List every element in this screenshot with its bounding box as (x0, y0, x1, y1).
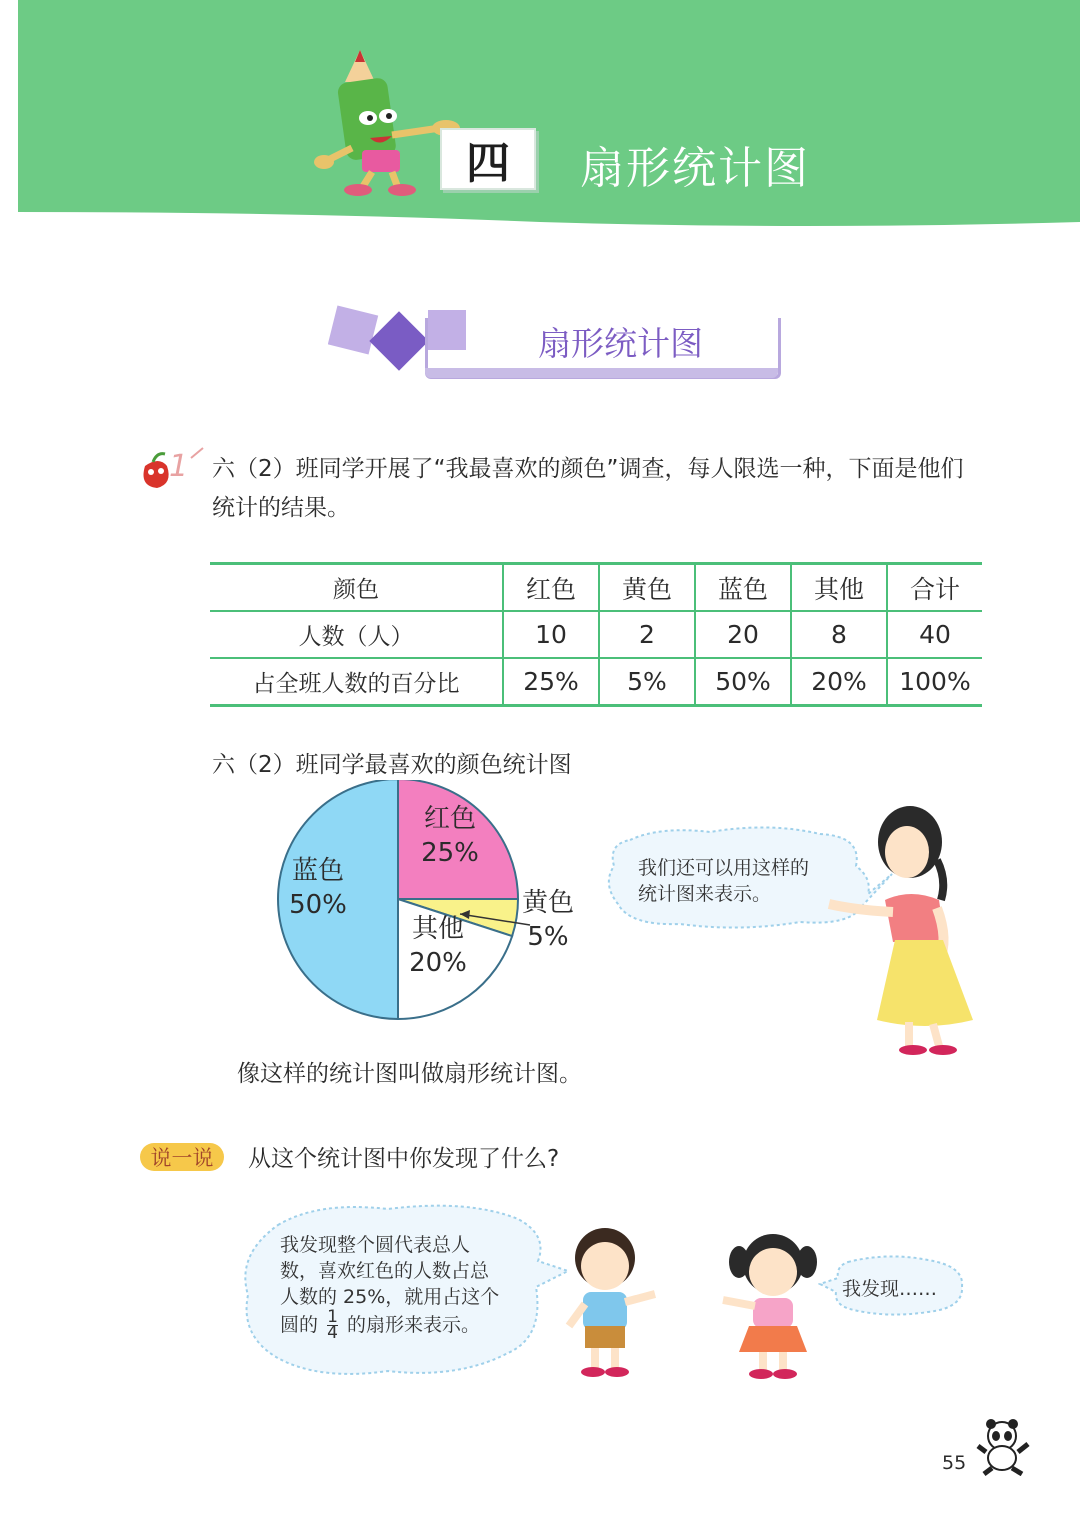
pie-category-label: 红色 (423, 804, 477, 834)
girl-bubble-text: 我发现…… (842, 1278, 938, 1300)
pie-category-label: 黄色 (521, 888, 575, 918)
table-cell: 100% (887, 658, 982, 706)
table-header-cell: 颜色 (333, 577, 379, 603)
boy-figure-icon (555, 1222, 665, 1380)
table-cell: 5% (599, 658, 695, 706)
pie-chart (260, 780, 600, 1030)
fraction-numerator: 1 (327, 1307, 338, 1327)
problem-text-line1: 六（2）班同学开展了“我最喜欢的颜色”调查，每人限选一种，下面是他们 (212, 456, 964, 482)
teacher-figure-icon (815, 800, 985, 1065)
table-cell: 20% (791, 658, 887, 706)
boy-bubble-text (280, 1232, 535, 1341)
section-title-underline (425, 368, 778, 378)
table-cell: 8 (791, 611, 887, 658)
problem-text-line2: 统计的结果。 (212, 495, 350, 521)
page-number: 55 (942, 1452, 967, 1474)
fraction-denominator: 4 (327, 1323, 338, 1343)
table-header-cell: 红色 (503, 564, 599, 612)
boy-bubble-line4 (280, 1307, 535, 1343)
problem-number-icon (135, 444, 207, 492)
pie-value-label: 50% (289, 890, 347, 920)
table-cell: 25% (503, 658, 599, 706)
pie-category-label: 其他 (411, 914, 465, 944)
pie-value-label: 20% (409, 948, 467, 978)
fraction (327, 1307, 338, 1343)
table-cell: 40 (887, 611, 982, 658)
panda-icon (976, 1416, 1032, 1476)
chapter-title: 扇形统计图 (580, 143, 810, 194)
table-cell: 2 (599, 611, 695, 658)
table-cell: 20 (695, 611, 791, 658)
boy-bubble-line2: 数，喜欢红色的人数占总 (280, 1260, 490, 1282)
table-header-cell: 黄色 (599, 564, 695, 612)
chapter-number: 四 (466, 138, 510, 189)
shuo-badge-icon (138, 1140, 226, 1174)
boy-bubble-line4-post: 的扇形来表示。 (346, 1314, 480, 1336)
table-row (210, 658, 982, 706)
data-table (210, 562, 982, 707)
chapter-banner (0, 0, 1080, 235)
girl-figure-icon (715, 1228, 825, 1380)
section-title: 扇形统计图 (538, 324, 703, 363)
table-header-row (210, 564, 982, 612)
shuo-badge-label: 说一说 (150, 1146, 214, 1170)
table-cell: 50% (695, 658, 791, 706)
boy-bubble-line4-pre: 圆的 (280, 1314, 319, 1336)
table-header-cell: 合计 (887, 564, 982, 612)
table-header-cell: 蓝色 (695, 564, 791, 612)
teacher-bubble-line2: 统计图来表示。 (638, 883, 772, 905)
problem-number: 1 (169, 449, 189, 484)
table-header-cell: 其他 (791, 564, 887, 612)
table-cell: 人数（人） (298, 624, 414, 650)
pie-value-label: 25% (421, 838, 479, 868)
table-cell: 占全班人数的百分比 (252, 671, 460, 697)
teacher-bubble-line1: 我们还可以用这样的 (638, 857, 810, 879)
table-row (210, 611, 982, 658)
table-cell: 10 (503, 611, 599, 658)
boy-bubble-line1: 我发现整个圆代表总人 (280, 1234, 471, 1256)
chart-title: 六（2）班同学最喜欢的颜色统计图 (212, 752, 572, 778)
pie-category-label: 蓝色 (291, 856, 345, 886)
discussion-question: 从这个统计图中你发现了什么? (248, 1146, 560, 1172)
boy-bubble-line3: 人数的 25%，就用占这个 (280, 1286, 500, 1308)
chapter-number-box (440, 128, 536, 190)
chart-caption: 像这样的统计图叫做扇形统计图。 (237, 1061, 582, 1087)
pie-value-label: 5% (527, 922, 569, 952)
